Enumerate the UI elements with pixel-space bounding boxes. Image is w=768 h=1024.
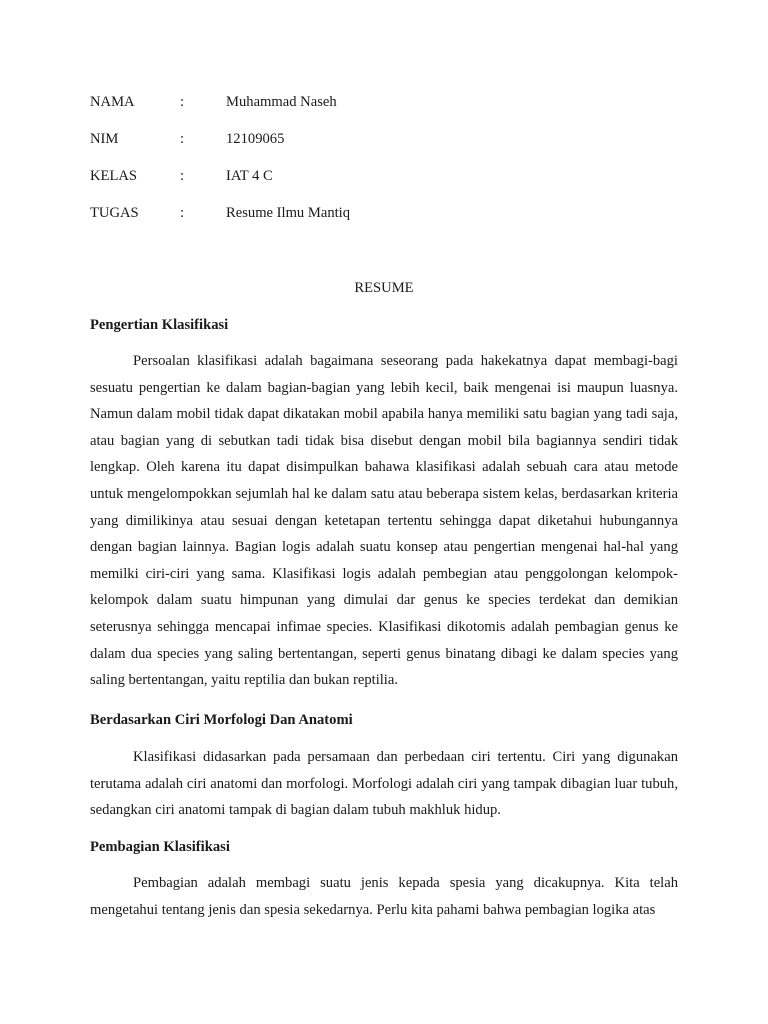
info-colon: : — [180, 94, 185, 110]
info-label: NAMA — [90, 94, 135, 110]
section-paragraph: Persoalan klasifikasi adalah bagaimana seseorang pada hakekatnya dapat membagi-bagi sesuatu pengertian ke dalam bagian-bagian yang lebih kecil, baik mengenai isi maupun luasnya. Namun dalam mobil tidak dapat dikatakan mobil apabila hanya memiliki satu bagian yang tadi saja, atau bagian yang di sebutkan tadi tidak bisa disebut dengan mobil bila bagiannya sendiri tidak lengkap. Oleh karena itu dapat disimpulkan bahawa klasifikasi adalah sebuah cara atau metode untuk mengelompokkan sejumlah hal ke dalam satu atau beberapa sistem kelas, berdasarkan kriteria yang dimilikinya atau sesuai dengan ketetapan tertentu sehingga dapat diketahui hubungannya dengan bagian lainnya. Bagian logis adalah suatu konsep atau pengertian mengenai hal-hal yang memilki ciri-ciri yang sama. Klasifikasi logis adalah pembegian atau penggolongan kelompok-kelompok dalam suatu himpunan yang dimulai dar genus ke species terdekat dan demikian seterusnya sehingga mencapai infimae species. Klasifikasi dikotomis adalah pembagian genus ke dalam dua species yang saling bertentangan, seperti genus binatang dibagi ke dalam species yang saling bertentangan, yaitu reptilia dan bukan reptilia. — [90, 353, 678, 689]
info-value: Muhammad Naseh — [226, 94, 337, 110]
info-value: 12109065 — [226, 131, 285, 147]
section-heading: Berdasarkan Ciri Morfologi Dan Anatomi — [90, 712, 353, 728]
page-title: RESUME — [354, 280, 414, 296]
section-heading: Pembagian Klasifikasi — [90, 839, 230, 855]
info-label: TUGAS — [90, 205, 139, 221]
info-label: KELAS — [90, 168, 138, 184]
info-row-nama — [90, 92, 690, 112]
info-row-nim — [90, 129, 690, 149]
section-paragraph: Klasifikasi didasarkan pada persamaan dan perbedaan ciri tertentu. Ciri yang digunakan terutama adalah ciri anatomi dan morfologi. Morfologi adalah ciri yang tampak dibagian luar tubuh, sedangkan ciri anatomi tampak di bagian dalam tubuh makhluk hidup. — [90, 749, 678, 819]
info-colon: : — [180, 131, 185, 147]
info-label: NIM — [90, 131, 119, 147]
info-row-kelas — [90, 166, 690, 186]
info-colon: : — [180, 168, 185, 184]
section-heading: Pengertian Klasifikasi — [90, 317, 229, 333]
info-row-tugas — [90, 203, 690, 223]
info-value: Resume Ilmu Mantiq — [226, 205, 351, 221]
info-value: IAT 4 C — [226, 168, 273, 184]
info-colon: : — [180, 205, 185, 221]
section-paragraph: Pembagian adalah membagi suatu jenis kepada spesia yang dicakupnya. Kita telah mengetahui tentang jenis dan spesia sekedarnya. Perlu kita pahami bahwa pembagian logika atas — [90, 875, 678, 918]
